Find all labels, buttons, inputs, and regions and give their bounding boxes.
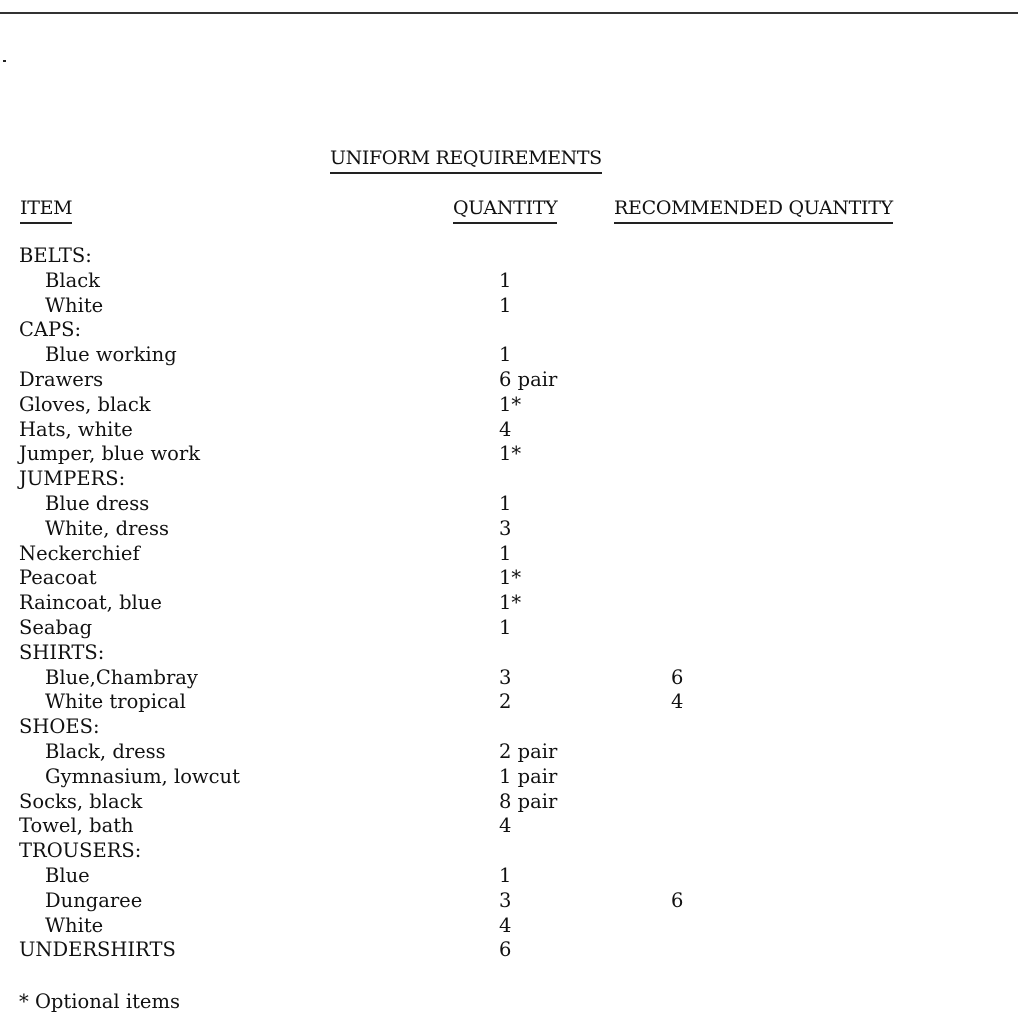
table-row (0, 938, 1018, 963)
item-name: Raincoat, blue (19, 591, 162, 615)
item-quantity: 3 (499, 888, 512, 912)
item-quantity: 1 (499, 615, 512, 639)
item-name: BELTS: (19, 244, 92, 267)
item-name: White tropical (45, 690, 186, 714)
item-recommended-quantity: 6 (671, 665, 684, 689)
item-quantity: 1 (499, 863, 512, 887)
item-name: Jumper, blue work (19, 442, 201, 466)
table-row (0, 740, 1018, 765)
item-quantity: 1 (499, 268, 512, 292)
item-quantity: 1 (499, 541, 512, 565)
table-row (0, 492, 1018, 517)
item-name: Gymnasium, lowcut (45, 764, 240, 788)
table-row (0, 269, 1018, 294)
item-name: Blue,Chambray (45, 665, 198, 689)
item-name: White (45, 293, 104, 317)
item-quantity: 1* (499, 442, 522, 466)
item-name: TROUSERS: (19, 839, 142, 863)
item-quantity: 1 (499, 293, 512, 317)
table-row (0, 914, 1018, 939)
item-quantity: 4 (499, 913, 512, 937)
table-row (0, 790, 1018, 815)
item-name: UNDERSHIRTS (19, 938, 176, 962)
table-row (0, 542, 1018, 567)
item-quantity: 6 pair (499, 367, 558, 391)
table-row (0, 765, 1018, 790)
item-recommended-quantity: 4 (671, 690, 684, 714)
item-quantity: 3 (499, 665, 512, 689)
table-row (0, 393, 1018, 418)
table-row (0, 641, 1018, 666)
table-row (0, 864, 1018, 889)
item-quantity: 6 (499, 938, 512, 962)
item-name: CAPS: (19, 318, 82, 342)
item-name: White (45, 913, 104, 937)
document-title: UNIFORM REQUIREMENTS (330, 147, 602, 174)
item-quantity: 1 (499, 343, 512, 367)
table-row (0, 467, 1018, 492)
item-name: Black (45, 268, 100, 292)
item-name: Black, dress (45, 739, 166, 763)
table-row (0, 244, 1018, 269)
table-row (0, 442, 1018, 467)
item-name: White, dress (45, 516, 169, 540)
table-row (0, 368, 1018, 393)
table-row (0, 591, 1018, 616)
requirements-table (0, 244, 1018, 963)
table-row (0, 616, 1018, 641)
item-name: Socks, black (19, 789, 143, 813)
item-quantity: 3 (499, 516, 512, 540)
item-name: Seabag (19, 615, 93, 639)
footnote: * Optional items (19, 990, 180, 1013)
column-header-recommended-quantity: RECOMMENDED QUANTITY (614, 197, 893, 224)
item-name: Hats, white (19, 417, 133, 441)
item-quantity: 4 (499, 814, 512, 838)
table-row (0, 666, 1018, 691)
table-row (0, 715, 1018, 740)
item-name: Drawers (19, 367, 104, 391)
table-row (0, 889, 1018, 914)
item-quantity: 1* (499, 392, 522, 416)
item-quantity: 4 (499, 417, 512, 441)
item-recommended-quantity: 6 (671, 888, 684, 912)
item-name: Towel, bath (19, 814, 134, 838)
item-name: SHIRTS: (19, 640, 105, 664)
item-name: Blue working (45, 343, 177, 367)
item-name: Blue dress (45, 491, 150, 515)
table-row (0, 839, 1018, 864)
item-name: Blue (45, 863, 90, 887)
item-name: JUMPERS: (19, 467, 126, 491)
table-row (0, 566, 1018, 591)
item-quantity: 2 (499, 690, 512, 714)
table-row (0, 343, 1018, 368)
column-header-item: ITEM (20, 197, 72, 224)
table-row (0, 294, 1018, 319)
scan-speck (3, 60, 6, 62)
item-quantity: 1 pair (499, 764, 558, 788)
item-name: Dungaree (45, 888, 143, 912)
table-row (0, 418, 1018, 443)
item-name: Gloves, black (19, 392, 151, 416)
table-row (0, 814, 1018, 839)
item-quantity: 1 (499, 491, 512, 515)
item-quantity: 1* (499, 566, 522, 590)
table-row (0, 517, 1018, 542)
item-quantity: 1* (499, 591, 522, 615)
column-header-quantity: QUANTITY (453, 197, 557, 224)
item-name: Neckerchief (19, 541, 140, 565)
table-row (0, 690, 1018, 715)
item-name: SHOES: (19, 715, 100, 739)
item-quantity: 8 pair (499, 789, 558, 813)
item-name: Peacoat (19, 566, 97, 590)
item-quantity: 2 pair (499, 739, 558, 763)
top-rule (0, 12, 1018, 14)
table-row (0, 318, 1018, 343)
